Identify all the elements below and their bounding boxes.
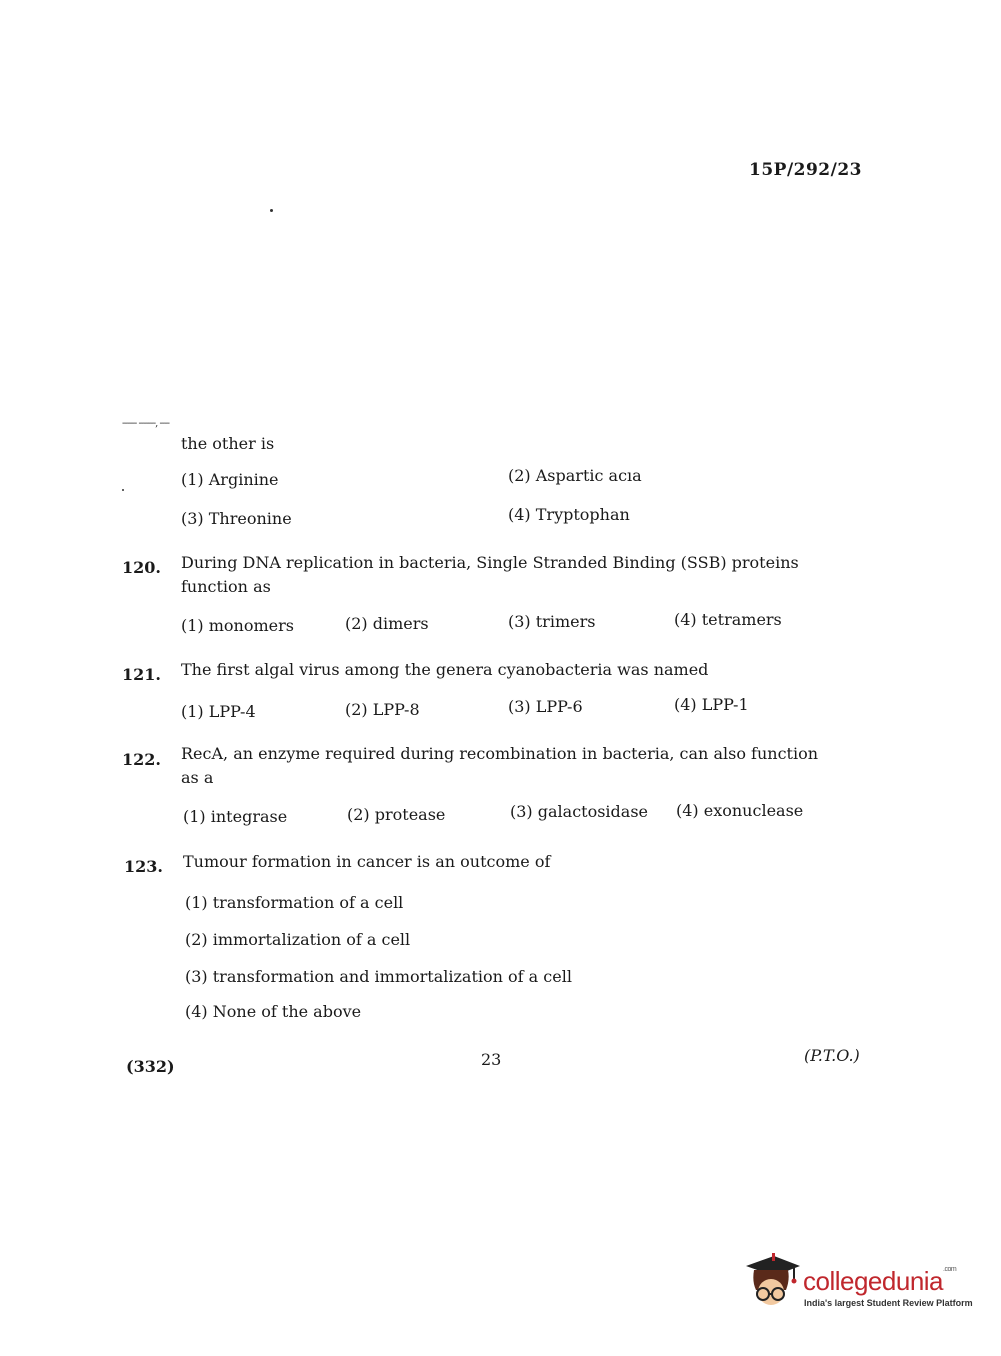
question-text: The first algal virus among the genera cyanobacteria was named (181, 660, 709, 679)
q120-option-1: (1) monomers (181, 616, 294, 635)
please-turn-over: (P.T.O.) (804, 1046, 860, 1065)
q122-option-4: (4) exonuclease (676, 801, 804, 820)
q120-option-2: (2) dimers (345, 614, 429, 633)
page-number: 23 (481, 1050, 502, 1069)
question-number: 120. (122, 558, 161, 577)
logo-tagline: India's largest Student Review Platform (804, 1298, 973, 1308)
question-text-line: During DNA replication in bacteria, Single Stranded Binding (SSB) proteins (181, 553, 799, 572)
q123-option-4: (4) None of the above (185, 1002, 362, 1021)
q119-option-3: (3) Threonine (181, 509, 292, 528)
paper-code: 15P/292/23 (749, 160, 863, 180)
q123-option-1: (1) transformation of a cell (185, 893, 404, 912)
q122-option-3: (3) galactosidase (510, 802, 648, 821)
question-text-line: RecA, an enzyme required during recombination in bacteria, can also function (181, 744, 819, 763)
q119-option-1: (1) Arginine (181, 470, 279, 489)
q119-option-2: (2) Aspartic acıa (508, 466, 642, 485)
question-number: 123. (124, 857, 163, 876)
scan-speck (122, 489, 124, 491)
question-text: Tumour formation in cancer is an outcome of (183, 852, 551, 871)
question-number: 122. (122, 750, 161, 769)
question-text-line: as a (181, 768, 214, 787)
q121-option-4: (4) LPP-1 (674, 695, 749, 714)
q121-option-2: (2) LPP-8 (345, 700, 420, 719)
q121-option-1: (1) LPP-4 (181, 702, 256, 721)
logo-wordmark (803, 1266, 956, 1297)
q122-option-1: (1) integrase (183, 807, 288, 826)
q121-option-3: (3) LPP-6 (508, 697, 583, 716)
q122-option-2: (2) protease (347, 805, 446, 824)
question-text-line: function as (181, 577, 271, 596)
scan-speck (270, 209, 273, 212)
q123-option-2: (2) immortalization of a cell (185, 930, 411, 949)
collegedunia-logo-icon (742, 1250, 802, 1310)
q119-text-end: the other is (181, 434, 275, 453)
logo-suffix: .com (943, 1266, 957, 1273)
footer-code: (332) (126, 1057, 175, 1076)
q123-option-3: (3) transformation and immortalization of a cell (185, 967, 572, 986)
cut-off-text-fragment: ------ -------, ---- (122, 418, 169, 429)
question-text (181, 551, 861, 599)
q119-option-4: (4) Tryptophan (508, 505, 630, 524)
question-text (181, 742, 861, 790)
logo-name: collegedunia (803, 1266, 944, 1296)
question-number: 121. (122, 665, 161, 684)
q120-option-4: (4) tetramers (674, 610, 782, 629)
q120-option-3: (3) trimers (508, 612, 596, 631)
